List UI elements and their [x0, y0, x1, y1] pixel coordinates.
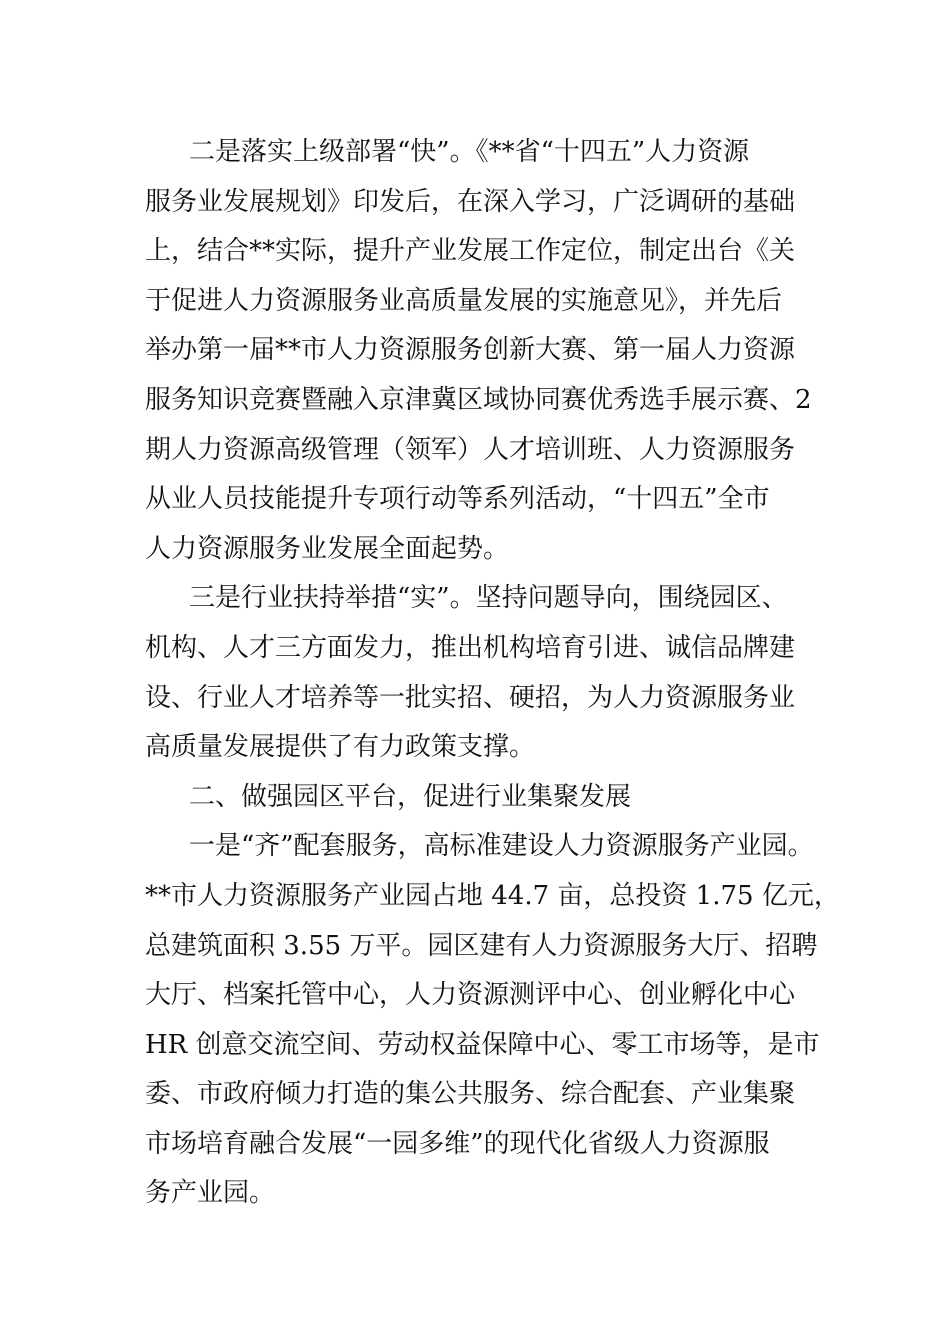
text-line: 于促进人力资源服务业高质量发展的实施意见》，并先后 — [145, 285, 783, 316]
text-line: 委、市政府倾力打造的集公共服务、综合配套、产业集聚 — [145, 1079, 796, 1110]
text-line: 人力资源服务业发展全面起势。 — [145, 533, 510, 564]
paragraph-implementation-fast — [145, 128, 825, 574]
text-line: 一是“齐”配套服务，高标准建设人力资源服务产业园。 — [189, 831, 814, 862]
text-line: 总建筑面积 3.55 万平。园区建有人力资源服务大厅、招聘 — [145, 930, 818, 961]
text-line: 期人力资源高级管理（领军）人才培训班、人力资源服务 — [145, 434, 796, 465]
text-line: 二是落实上级部署“快”。《**省“十四五”人力资源 — [189, 137, 750, 167]
text-line: 高质量发展提供了有力政策支撑。 — [145, 732, 536, 763]
paragraph-industrial-park — [145, 822, 840, 1219]
paragraph-support-measures — [145, 574, 825, 772]
text-line: 市场培育融合发展“一园多维”的现代化省级人力资源服 — [145, 1128, 770, 1159]
section-heading — [145, 773, 825, 823]
text-line: 服务知识竞赛暨融入京津冀区域协同赛优秀选手展示赛、2 — [145, 384, 812, 415]
text-line: 上，结合**实际，提升产业发展工作定位，制定出台《关 — [145, 236, 796, 267]
text-line: 机构、人才三方面发力，推出机构培育引进、诚信品牌建 — [145, 632, 796, 663]
text-line: 大厅、档案托管中心，人力资源测评中心、创业孵化中心 — [145, 980, 796, 1011]
text-line: **市人力资源服务产业园占地 44.7 亩，总投资 1.75 亿元， — [145, 880, 840, 911]
text-line: 举办第一届**市人力资源服务创新大赛、第一届人力资源 — [145, 335, 796, 366]
text-line: HR 创意交流空间、劳动权益保障中心、零工市场等，是市 — [145, 1029, 820, 1060]
text-line: 设、行业人才培养等一批实招、硬招，为人力资源服务业 — [145, 682, 796, 713]
text-line: 服务业发展规划》印发后，在深入学习，广泛调研的基础 — [145, 186, 796, 217]
text-line: 务产业园。 — [145, 1178, 276, 1209]
heading-line: 二、做强园区平台，促进行业集聚发展 — [189, 781, 632, 812]
text-line: 三是行业扶持举措“实”。坚持问题导向，围绕园区、 — [189, 583, 788, 614]
document-body — [145, 128, 840, 1219]
text-line: 从业人员技能提升专项行动等系列活动，“十四五”全市 — [145, 484, 770, 515]
